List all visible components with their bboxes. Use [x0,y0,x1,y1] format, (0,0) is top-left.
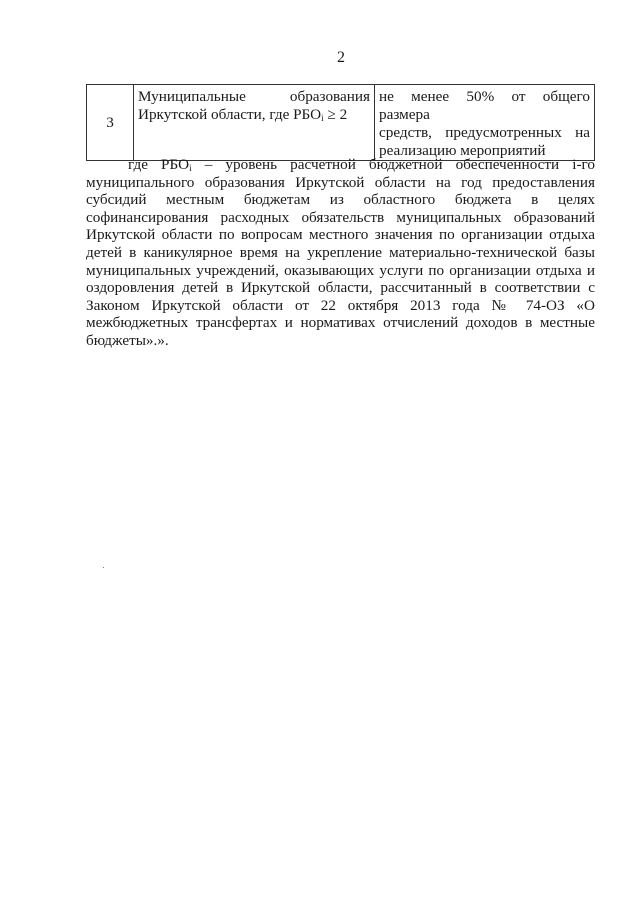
condition-line-2: Иркутской области, где $РБО_i \ge 2$ [138,106,348,123]
paragraph-line: Иркутской области по вопросам местного значения по организации отдыха [86,226,595,244]
paragraph-line: муниципального образования Иркутской области на год предоставления [86,173,595,191]
value-line-2: средств, предусмотренных на [379,124,590,141]
paragraph-line: софинансирования расходных обязательств муниципальных образований [86,208,595,226]
paragraph-line: муниципальных учреждений, оказывающих услуги по организации отдыха и [86,261,595,279]
row-number-cell: 3 [87,85,134,161]
index-subscript: i [189,163,192,173]
paragraph-line: оздоровления детей в Иркутской области, рассчитанный в соответствии с [86,279,595,297]
table-row [87,85,595,161]
paragraph-line: где $РБО_i$ – уровень расчетной бюджетной обеспеченности i-го [128,156,595,173]
paragraph-line: Законом Иркутской области от 22 октября 2013 года № 74-ОЗ «О [86,296,595,314]
definition-paragraph [86,156,595,350]
page-number: 2 [337,49,345,66]
paragraph-line: бюджеты».». [86,331,169,349]
cofinancing-level-cell [375,85,595,161]
municipality-condition-cell [134,85,375,161]
value-line-3: реализацию мероприятий [379,142,546,159]
subsidy-level-table [86,84,595,161]
scan-speck [103,567,104,568]
index-subscript: i [321,113,324,123]
paragraph-line: субсидий местным бюджетам из областного бюджета в целях [86,191,595,209]
paragraph-line: детей в каникулярное время на укрепление материально-технической базы [86,243,595,261]
paragraph-line: межбюджетных трансфертах и нормативах отчислений доходов в местные [86,314,595,332]
condition-line-1: Муниципальные образования [138,88,370,105]
value-line-1: не менее 50% от общего размера [379,88,590,123]
